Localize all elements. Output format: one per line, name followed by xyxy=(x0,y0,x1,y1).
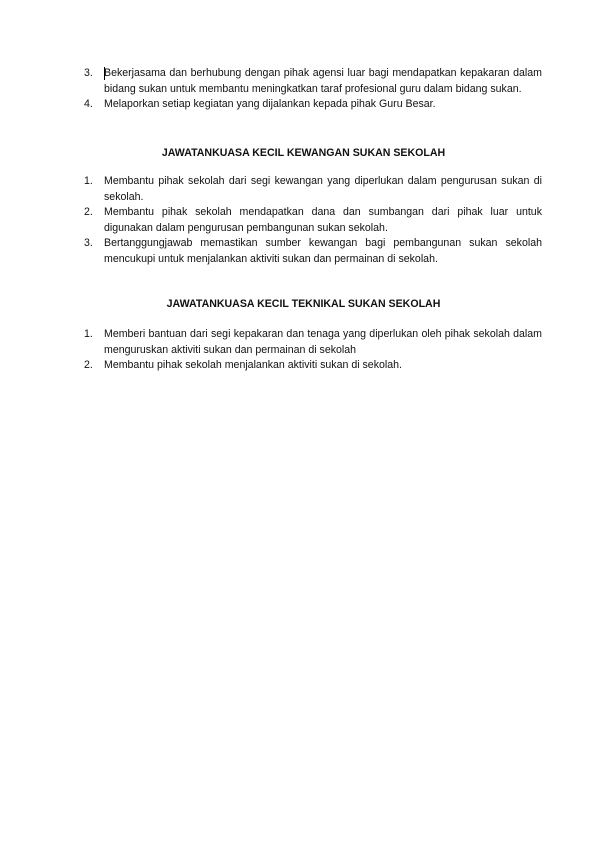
list-item xyxy=(84,236,542,267)
list-item xyxy=(84,97,542,113)
item-number: 3. xyxy=(84,67,93,79)
top-list xyxy=(84,66,542,113)
item-text[interactable]: Memberi bantuan dari segi kepakaran dan tenaga yang diperlukan oleh pihak sekolah dalam menguruskan aktiviti sukan dan permainan di sekolah xyxy=(104,328,542,356)
section-heading-teknikal: JAWATANKUASA KECIL TEKNIKAL SUKAN SEKOLAH xyxy=(166,298,441,310)
item-number: 1. xyxy=(84,328,93,340)
list-item xyxy=(84,66,542,97)
item-number: 1. xyxy=(84,175,93,187)
kewangan-list xyxy=(84,174,542,268)
item-text[interactable]: Bekerjasama dan berhubung dengan pihak agensi luar bagi mendapatkan kepakaran dalam bidang sukan untuk membantu meningkatkan taraf profesional guru dalam bidang sukan. xyxy=(104,67,542,95)
item-number: 4. xyxy=(84,98,93,111)
item-text[interactable]: Bertanggungjawab memastikan sumber kewangan bagi pembangunan sukan sekolah mencukupi untuk menjalankan aktiviti sukan dan permainan di sekolah. xyxy=(104,237,542,265)
item-text[interactable]: Membantu pihak sekolah menjalankan aktiviti sukan di sekolah. xyxy=(104,359,402,372)
item-text[interactable]: Membantu pihak sekolah dari segi kewangan yang diperlukan dalam pengurusan sukan di sekolah. xyxy=(104,175,542,203)
item-number: 2. xyxy=(84,359,93,372)
list-item xyxy=(84,358,542,374)
item-text[interactable]: Melaporkan setiap kegiatan yang dijalankan kepada pihak Guru Besar. xyxy=(104,98,436,111)
item-text[interactable]: Membantu pihak sekolah mendapatkan dana dan sumbangan dari pihak luar untuk digunakan dalam pengurusan pembangunan sukan sekolah. xyxy=(104,206,542,234)
section-heading-kewangan: JAWATANKUASA KECIL KEWANGAN SUKAN SEKOLAH xyxy=(161,147,446,159)
list-item xyxy=(84,327,542,358)
item-number: 3. xyxy=(84,237,93,250)
item-number: 2. xyxy=(84,206,93,219)
list-item xyxy=(84,205,542,236)
teknikal-list xyxy=(84,327,542,374)
list-item xyxy=(84,174,542,205)
